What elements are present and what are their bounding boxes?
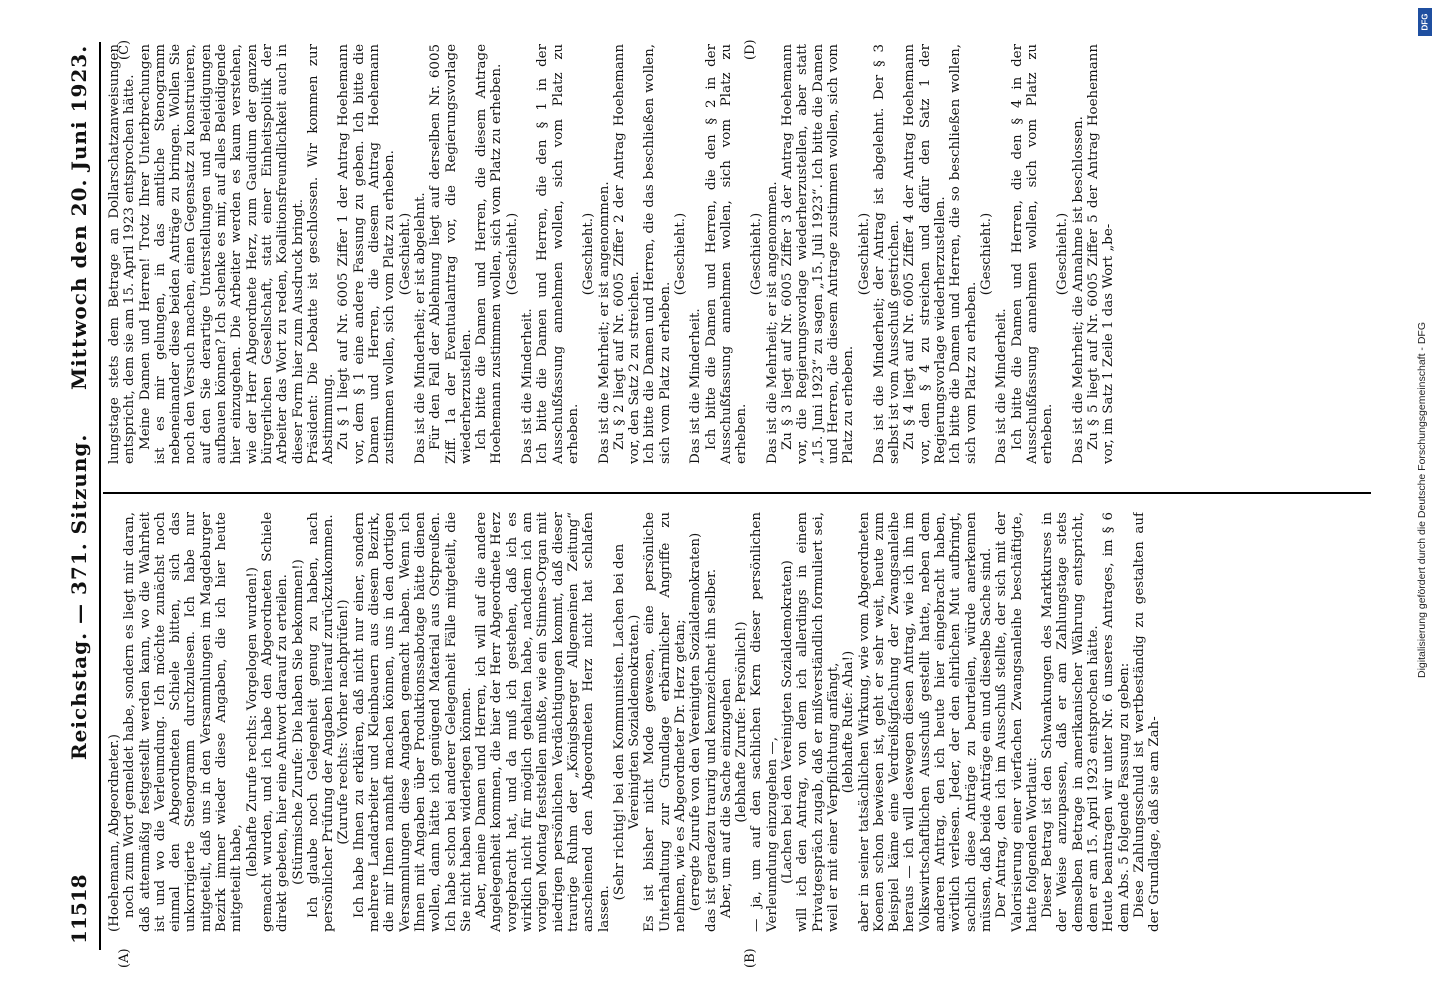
paragraph: Es ist bisher nicht Mode gewesen, eine persönliche Unterhaltung zur Grundlage erbärmlicher Angriffe zu nehmen, wie es Abgeordneter Dr. Herz getan;: [642, 512, 688, 932]
paragraph: Ich bitte die Damen und Herren, die so beschließen wollen, sich vom Platz zu erheben.: [948, 44, 979, 464]
paragraph: Ich bitte die Damen und Herren, die das beschließen wollen, sich vom Platz zu erheben.: [642, 44, 673, 464]
page-number: 11518: [67, 874, 91, 944]
column-divider: [103, 492, 1371, 494]
paragraph: Heute beantragen wir unter Nr. 6 unseres Antrages, im § 6 dem Abs. 5 folgende Fassung zu geben:: [1101, 512, 1132, 932]
paragraph: Ich bitte die Damen und Herren, die den § 1 in der Ausschußfassung annehmen wollen, sich vom Platz zu erheben.: [535, 44, 581, 464]
margin-marker-b: (B): [743, 948, 758, 968]
session-date: Mittwoch den 20. Juni 1923.: [67, 44, 91, 390]
paragraph: Zu § 3 liegt auf Nr. 6005 Ziffer 3 der Antrag Hoehemann vor, die Regierungsvorlage wiederherzustellen, aber statt „15. Juni 1923“ zu sagen „15. Juli 1923“. Ich bitte die Damen und Herren, die diesem Antrage zustimmen wollen, sich vom Platz zu erheben.: [780, 44, 857, 464]
paragraph: (Geschieht.): [978, 212, 994, 296]
paragraph: Zu § 5 liegt auf Nr. 6005 Ziffer 5 der Antrag Hoehemann vor, im Satz 1 Zeile 1 das Wort „be-: [1086, 44, 1117, 464]
paragraph: (lebhafte Zurufe: Persönlich!): [734, 621, 750, 823]
paragraph: Das ist die Minderheit.: [520, 308, 536, 464]
paragraph: (Geschieht.): [397, 212, 413, 296]
paragraph: Ich glaube noch Gelegenheit genug zu haben, nach persönlicher Prüfung der Angaben hierauf zurückzukommen.: [305, 512, 337, 932]
paragraph: Der Antrag, den ich im Ausschuß stellte, der sich mit der Valorisierung einer vierfachen Zwangsanleihe beschäftigte, hatte folgenden Wortlaut:: [994, 512, 1040, 932]
margin-marker-c: (C): [117, 39, 132, 60]
paragraph: Präsident: Die Debatte ist geschlossen. Wir kommen zur Abstimmung.: [305, 44, 337, 464]
margin-marker-a: (A): [117, 948, 132, 968]
paragraph: Das ist die Mehrheit; er ist angenommen.: [596, 181, 612, 464]
paragraph: Für den Fall der Ablehnung liegt auf derselben Nr. 6005 Ziff. 1a der Eventualantrag vor, die Regierungsvorlage wiederherzustellen.: [428, 44, 474, 464]
paragraph: (Geschieht.): [1055, 212, 1071, 296]
paragraph: Das ist die Mehrheit; die Annahme ist beschlossen.: [1070, 116, 1086, 464]
paragraph: (erregte Zurufe von den Vereinigten Sozialdemokraten): [688, 532, 704, 912]
paragraph: (Hoehemann, Abgeordneter.): [107, 734, 122, 932]
paragraph: Dieser Betrag ist den Schwankungen des Marktkurses in der Weise anzupassen, daß er am Zahlungstage stets demselben Betrage in amerikanischer Währung entspricht, dem er am 15. April 1923 entsprochen hätte.: [1040, 512, 1101, 932]
paragraph: (lebhafte Zurufe rechts: Vorgelogen wurden!): [244, 566, 260, 878]
digitization-credit: [1410, 0, 1434, 1000]
running-header: [55, 42, 101, 950]
right-text-column: [107, 44, 1369, 464]
dfg-logo-text: DFG: [1420, 13, 1430, 31]
paragraph: (Geschieht.): [749, 212, 765, 296]
paragraph: Ich bitte die Damen und Herren, die diesem Antrage Hoehemann zustimmen wollen, sich vom Platz zu erheben.: [474, 44, 505, 464]
paragraph: Diese Zahlungsschuld ist wertbeständig zu gestalten auf der Grundlage, daß sie am Zah-: [1131, 512, 1163, 932]
paragraph: Aber, meine Damen und Herren, ich will auf die andere Angelegenheit kommen, die hier der Herr Abgeordnete Herz vorgebracht hat, und da muß ich gestehen, daß ich es wirklich nicht für möglich gehalten habe, nachdem ich am vorigen Montag feststellen mußte, wie ein Stinnes-Organ mit niedrigen persönlichen Verdächtigungen kommt, daß dieser traurige Ruhm der „Königsberger Allgemeinen Zeitung“ anscheinend den Abgeordneten Herz nicht hat schlafen lassen.: [474, 512, 612, 932]
paragraph: (Geschieht.): [581, 212, 597, 296]
paragraph: aber in seiner tatsächlichen Wirkung, wie vom Abgeordneten Koenen schon bewiesen ist, geht er sehr weit, heute zum Beispiel käme eine Verdreißigfachung der Zwangsanleihe heraus — ich will deswegen diesen Antrag, wie ich ihn im Volkswirtschaftlichen Ausschuß gestellt hatte, neben dem anderen Antrag, den ich heute hier eingebracht haben, wörtlich verlesen. Jeder, der den ehrlichen Mut aufbringt, sachlich diese Anträge zu beurteilen, würde anerkennen müssen, daß beide Anträge ein und dieselbe Sache sind.: [856, 512, 994, 932]
paragraph: — ja, um auf den sachlichen Kern dieser persönlichen Verleumdung einzugehen —,: [749, 512, 780, 932]
paragraph: Zu § 4 liegt auf Nr. 6005 Ziffer 4 der Antrag Hoehemann vor, den § 4 zu streichen und dafür den Satz 1 der Regierungsvorlage wiederherzustellen.: [902, 44, 949, 464]
paragraph: (Geschieht.): [672, 212, 688, 296]
paragraph: noch zum Wort gemeldet habe, sondern es liegt mir daran, daß attenmäßig festgestellt werden kann, wo die Wahrheit ist und wo die Verleumdung. Ich möchte zunächst noch einmal den Abgeordneten Schiele bitten, sich das unkorrigierte Stenogramm durchzulesen. Ich habe nur mitgeteilt, daß uns in den Versammlungen im Magdeburger Bezirk immer wieder diese Angaben, die ich hier heute mitgeteilt habe,: [122, 512, 245, 932]
session-title: Reichstag. — 371. Sitzung.: [67, 433, 91, 760]
paragraph: Das ist die Minderheit; der Antrag ist abgelehnt. Der § 3 selbst ist vom Ausschuß gestrichen.: [871, 44, 903, 464]
paragraph: will ich den Antrag, von dem ich allerdings in einem Privatgespräch zugab, daß er mißverständlich formuliert sei, weil er mit einer Verpflichtung anfängt,: [795, 512, 841, 932]
paragraph: Ich bitte die Damen und Herren, die den § 2 in der Ausschußfassung annehmen wollen, sich vom Platz zu erheben.: [703, 44, 750, 464]
dfg-logo: [1418, 8, 1432, 36]
paragraph: Aber, um auf die Sache einzugehen: [718, 678, 734, 918]
paragraph: (Zurufe rechts: Vorher nachprüfen!): [336, 599, 352, 845]
paragraph: das ist geradezu traurig und kennzeichnet ihn selber.: [703, 568, 719, 932]
paragraph: Meine Damen und Herren! Trotz Ihrer Unterbrechungen ist es mir gelungen, in das amtliche Stenogramm nebeneinander diese beiden Anträge zu bringen. Wollen Sie noch den Versuch machen, einen Gegensatz zu konstruieren, auf den Sie derartige Unterstellungen und Beleidigungen aufbauen können? Ich schenke es mir, auf alles Beleidigende hier einzugehen. Die Arbeiter werden es kaum verstehen, wie der Herr Abgeordnete Herz, zum Gaudium der ganzen bürgerlichen Gesellschaft, statt einer Einheitspolitik der Arbeiter das Wort zu reden, Koalitionsfreundlichkeit auch in dieser Form hier zum Ausdruck bringt.: [137, 44, 306, 464]
paragraph: Das ist die Mehrheit; er ist angenommen.: [764, 181, 780, 464]
paragraph: (Geschieht.): [504, 212, 520, 296]
scanned-page: [55, 39, 1375, 968]
paragraph: Das ist die Minderheit.: [994, 308, 1010, 464]
paragraph: Das ist die Minderheit; er ist abgelehnt.: [412, 192, 428, 464]
paragraph: (Lachen bei den Vereinigten Sozialdemokraten): [780, 560, 796, 884]
paragraph: Zu § 1 liegt auf Nr. 6005 Ziffer 1 der Antrag Hoehemann vor, dem § 1 eine andere Fassung zu geben. Ich bitte die Damen und Herren, die diesem Antrag Hoehemann zustimmen wollen, sich vom Platz zu erheben.: [336, 44, 398, 464]
paragraph: Das ist die Minderheit.: [688, 308, 704, 464]
paragraph: Zu § 2 liegt auf Nr. 6005 Ziffer 2 der Antrag Hoehemann vor, den Satz 2 zu streichen.: [611, 44, 643, 464]
paragraph: lungstage stets dem Betrage an Dollarschatzanweisungen entspricht, dem sie am 15. April 1923 entsprochen hätte.: [107, 44, 138, 464]
paragraph: Ich bitte die Damen und Herren, die den § 4 in der Ausschußfassung annehmen wollen, sich vom Platz zu erheben.: [1009, 44, 1056, 464]
paragraph: Ich habe Ihnen zu erklären, daß nicht nur einer, sondern mehrere Landarbeiter und Kleinbauern aus diesem Bezirk, die mir Ihnen namhaft machen können, uns in den dortigen Versammlungen diese Angaben gemacht haben. Wenn ich Ihnen mit Angaben über Produktionssabotage hätte dienen wollen, dann hätte ich genügend Material aus Ostpreußen. Ich habe schon bei anderer Gelegenheit Fälle mitgeteilt, die Sie nicht haben widerlegen können.: [351, 512, 474, 932]
margin-marker-d: (D): [743, 39, 758, 60]
paragraph: (lebhafte Rufe: Aha!): [841, 650, 857, 794]
paragraph: gemacht wurden, und ich habe den Abgeordneten Schiele direkt gebeten, hier eine Antwort darauf zu erteilen.: [259, 512, 291, 932]
credit-text: Digitalisierung gefördert durch die Deutsche Forschungsgemeinschaft - DFG: [1416, 322, 1428, 679]
left-text-column: [107, 512, 1369, 932]
page-content-rotated: [55, 39, 1375, 968]
paragraph: (Sehr richtig! bei den Kommunisten. Lachen bei den Vereinigten Sozialdemokraten.): [611, 543, 643, 901]
paragraph: (Stürmische Zurufe: Die haben Sie bekommen!): [290, 559, 306, 885]
paragraph: (Geschieht.): [856, 212, 872, 296]
